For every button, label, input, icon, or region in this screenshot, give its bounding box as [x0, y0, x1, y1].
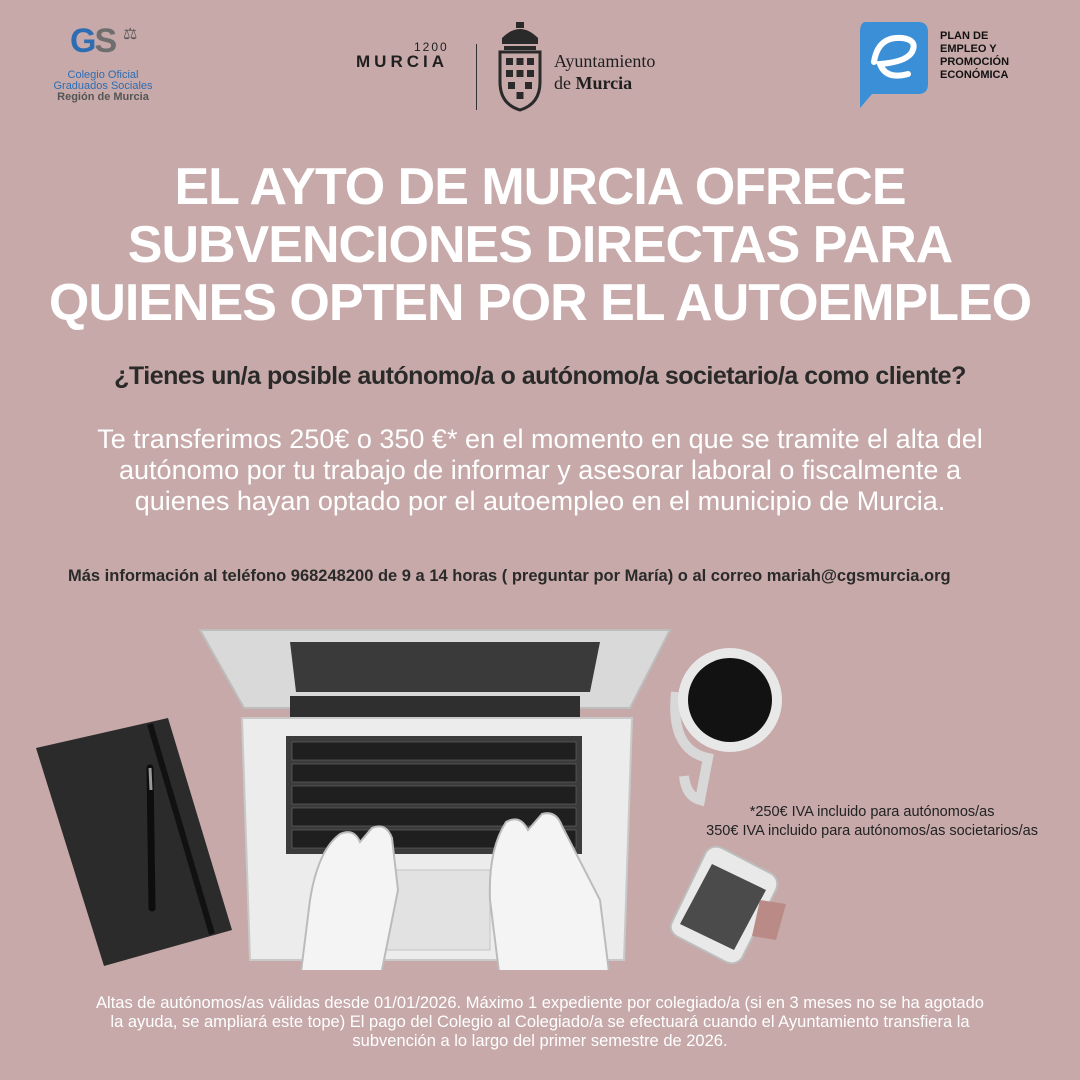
notebook-illustration: [36, 718, 232, 966]
desk-illustration: [0, 600, 1080, 970]
contact-info: Más información al teléfono 968248200 de 9 a 14 horas ( preguntar por María) o al correo mariah@cgsmurcia.org: [68, 567, 951, 585]
footer-conditions: Altas de autónomos/as válidas desde 01/01/2026. Máximo 1 expediente por colegiado/a (si en 3 meses no se ha agotado la ayuda, se ampliará este tope) El pago del Colegio al Colegiado/a se efectuará cuando el Ayuntamiento transfiera la subvención a lo largo del primer semestre de 2026.: [96, 994, 984, 1050]
scales-icon: ⚖: [123, 26, 138, 43]
cgs-monogram: GS: [70, 22, 116, 60]
logo-divider: [476, 44, 477, 110]
headline-line: QUIENES OPTEN POR EL AUTOEMPLEO: [48, 274, 1032, 332]
cgs-logo-text: Colegio Oficial Graduados Sociales Región de Murcia: [53, 69, 153, 103]
ayuntamiento-logo-text: Ayuntamiento de Murcia: [554, 51, 656, 93]
headline-line: SUBVENCIONES DIRECTAS PARA: [127, 216, 953, 274]
question-subheading: ¿Tienes un/a posible autónomo/a o autónomo/a societario/a como cliente?: [114, 362, 966, 390]
empleo-logo-icon: [856, 22, 928, 108]
coffee-cup-illustration: [675, 648, 782, 800]
murcia-1200-logo: 1200 MURCIA: [356, 40, 449, 71]
body-paragraph: Te transferimos 250€ o 350 €* en el momento en que se tramite el alta del autónomo por tu trabajo de informar y asesorar laboral o fiscalmente a quienes hayan optado por el autoempleo en el municipio de Murcia.: [97, 424, 983, 516]
headline-line: EL AYTO DE MURCIA OFRECE: [174, 158, 906, 216]
price-footnote: *250€ IVA incluido para autónomos/as 350€ IVA incluido para autónomos/as societarios/as: [706, 804, 1038, 839]
headline: [0, 158, 1080, 332]
murcia-crest-icon: [494, 20, 546, 112]
laptop-illustration: [200, 630, 670, 970]
empleo-logo-text: PLAN DE EMPLEO Y PROMOCIÓN ECONÓMICA: [940, 30, 1010, 81]
phone-illustration: [671, 847, 786, 964]
cgs-logo: [48, 22, 158, 103]
